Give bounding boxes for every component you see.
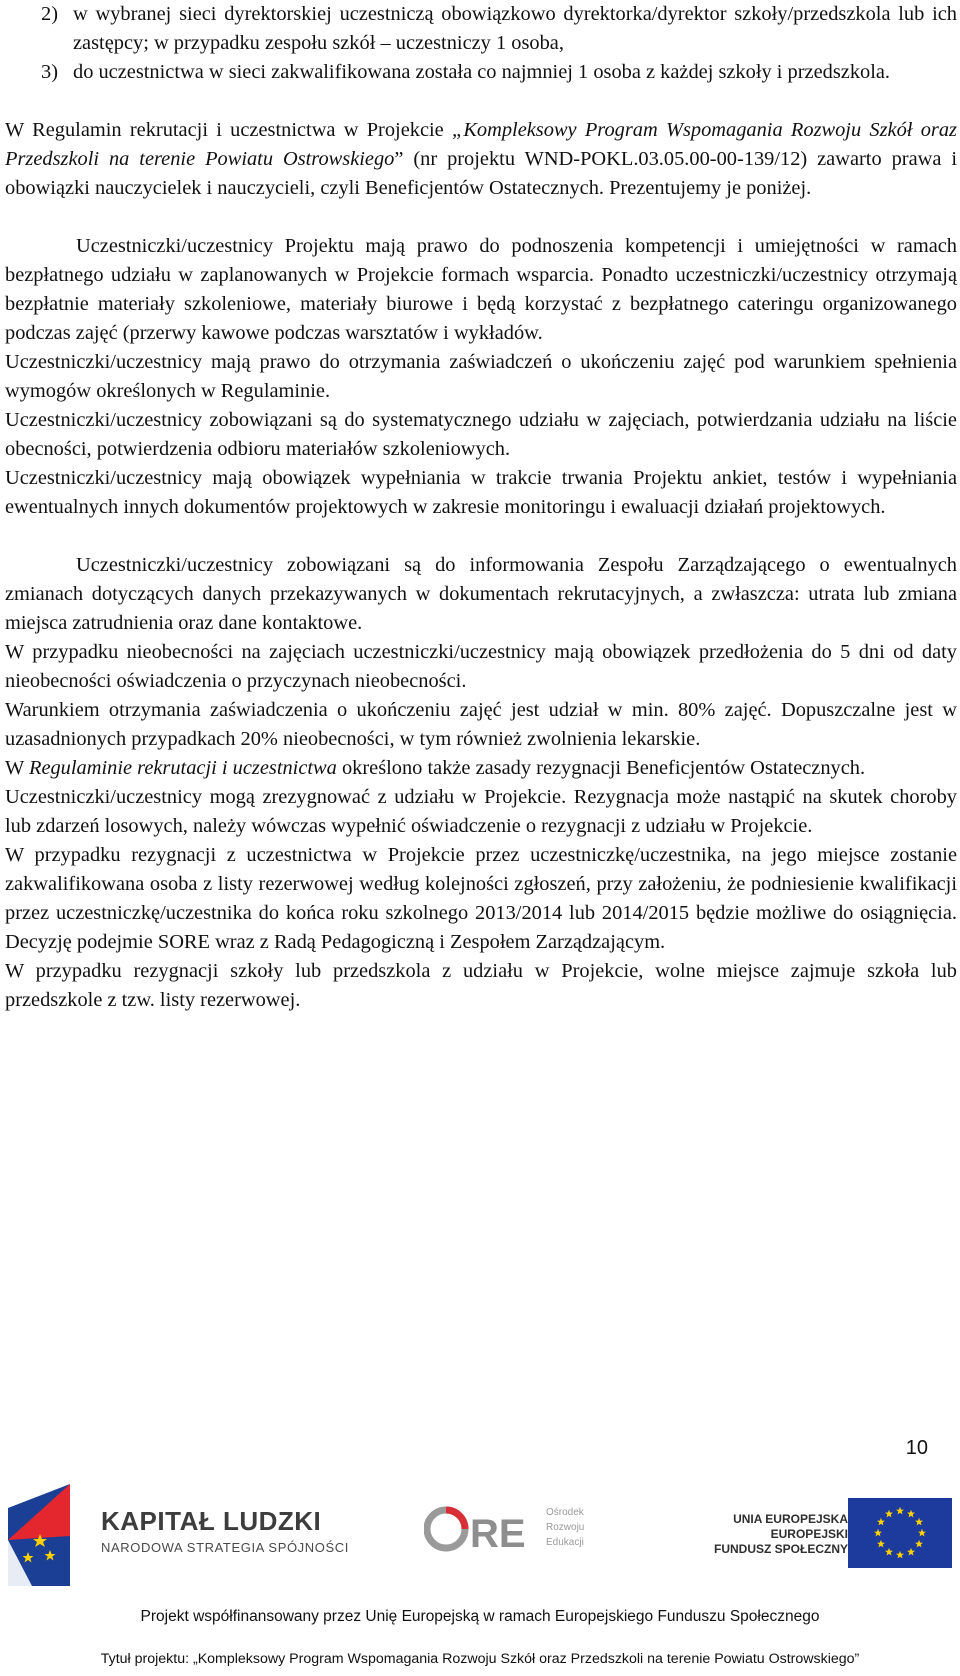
resign-paragraph: W przypadku rezygnacji z uczestnictwa w Projekcie przez uczestniczkę/uczestnika, na jego miejsce zostanie zakwalifikowana osoba z listy rezerwowej według kolejności zgłoszeń, przy założeniu, że podniesienie kwalifikacji przez uczestniczkę/uczestnika do końca roku szkolnego 2013/2014 lub 2014/2015 będzie możliwe do osiągnięcia. Decyzję podejmie SORE wraz z Radą Pedagogiczną i Zespołem Zarządzającym. (5, 844, 957, 953)
paragraph-gap (5, 87, 957, 116)
ore-subtitle-line: Rozwoju (546, 1522, 585, 1533)
resign-intro-paragraph (5, 754, 957, 783)
paragraph-gap (5, 522, 957, 551)
rights-paragraph: Uczestniczki/uczestnicy Projektu mają prawo do podnoszenia kompetencji i umiejętności w ramach bezpłatnego udziału w zaplanowanych w Projekcie formach wsparcia. Ponadto uczestniczki/uczestnicy otrzymają bezpłatnie materiały szkoleniowe, materiały biurowe i będą korzystać z bezpłatnego cateringu organizowanego podczas zajęć (przerwy kawowe podczas warsztatów i wykładów. (5, 235, 957, 344)
svg-text:RE: RE (470, 1512, 526, 1556)
kapital-ludzki-title: KAPITAŁ LUDZKI (101, 1506, 322, 1536)
list-text: w wybranej sieci dyrektorskiej uczestniczą obowiązkowo dyrektorka/dyrektor szkoły/przedszkola lub ich zastępcy; w przypadku zespołu szkół – uczestniczy 1 osoba, (73, 3, 957, 54)
list-text: do uczestnictwa w sieci zakwalifikowana została co najmniej 1 osoba z każdej szkoły i przedszkola. (73, 61, 891, 83)
page-number: 10 (905, 1437, 928, 1459)
ore-logo-icon (424, 1502, 534, 1556)
eu-text-line: EUROPEJSKI (770, 1527, 848, 1541)
resign-intro-text-end: określono także zasady rezygnacji Beneficjentów Ostatecznych. (336, 757, 866, 779)
footer-project-title: Tytuł projektu: „Kompleksowy Program Wspomagania Rozwoju Szkół oraz Przedszkoli na terenie Powiatu Ostrowskiego” (100, 1651, 860, 1667)
rights-paragraph: Uczestniczki/uczestnicy mają obowiązek wypełniania w trakcie trwania Projektu ankiet, testów i wypełniania ewentualnych innych dokumentów projektowych w zakresie monitoringu i ewaluacji działań projektowych. (5, 467, 957, 518)
intro-text-end: ” (nr projektu WND-POKL.03.05.00-00-139/12) zawarto prawa i obowiązki nauczycielek i nauczycieli, czyli Beneficjentów Ostatecznych. Prezentujemy je poniżej. (5, 148, 957, 199)
list-item (5, 0, 957, 58)
list-item (5, 58, 957, 87)
eu-text-line: UNIA EUROPEJSKA (733, 1512, 848, 1526)
resign-paragraph: W przypadku rezygnacji szkoły lub przedszkola z udziału w Projekcie, wolne miejsce zajmuje szkoła lub przedszkole z tzw. listy rezerwowej. (5, 960, 957, 1011)
list-number: 2) (41, 3, 58, 25)
duties-paragraph: W przypadku nieobecności na zajęciach uczestniczki/uczestnicy mają obowiązek przedłożenia do 5 dni od daty nieobecności oświadczenia o przyczynach nieobecności. (5, 641, 957, 692)
eu-text (688, 1512, 848, 1557)
resign-paragraph: Uczestniczki/uczestnicy mogą zrezygnować z udziału w Projekcie. Rezygnacja może nastąpić na skutek choroby lub zdarzeń losowych, należy wówczas wypełnić oświadczenie o rezygnacji z udziału w Projekcie. (5, 786, 957, 837)
list-number: 3) (41, 61, 58, 83)
rights-paragraph: Uczestniczki/uczestnicy mają prawo do otrzymania zaświadczeń o ukończeniu zajęć pod warunkiem spełnienia wymogów określonych w Regulaminie. (5, 351, 957, 402)
intro-text: W Regulamin rekrutacji i uczestnictwa w Projekcie (5, 119, 452, 141)
footer-cofinancing: Projekt współfinansowany przez Unię Europejską w ramach Europejskiego Funduszu Społecznego (140, 1608, 820, 1625)
project-title-italic: „Kompleksowy Program Wspomagania Rozwoju Szkół oraz Przedszkoli na terenie Powiatu Ostrowskiego (5, 119, 957, 170)
duties-paragraph: Uczestniczki/uczestnicy zobowiązani są do informowania Zespołu Zarządzającego o ewentualnych zmianach dotyczących danych przekazywanych w dokumentach rekrutacyjnych, a zwłaszcza: utrata lub zmiana miejsca zatrudnienia oraz dane kontaktowe. (5, 554, 957, 634)
eu-text-line: FUNDUSZ SPOŁECZNY (713, 1542, 848, 1556)
ore-subtitle (546, 1505, 584, 1550)
logo-bar (0, 1470, 960, 1590)
document-body (5, 0, 957, 1015)
eu-flag-icon (848, 1498, 952, 1568)
kapital-ludzki-subtitle: NARODOWA STRATEGIA SPÓJNOŚCI (101, 1540, 349, 1555)
duties-paragraph: Warunkiem otrzymania zaświadczenia o ukończeniu zajęć jest udział w min. 80% zajęć. Dopuszczalne jest w uzasadnionych przypadkach 20% nieobecności, w tym również zwolnienia lekarskie. (5, 699, 957, 750)
resign-intro-text: W (5, 757, 29, 779)
regulation-title-italic: Regulaminie rekrutacji i uczestnictwa (28, 757, 337, 779)
kapital-ludzki-logo-icon (6, 1478, 72, 1591)
intro-paragraph (5, 116, 957, 203)
paragraph-gap (5, 203, 957, 232)
rights-paragraph: Uczestniczki/uczestnicy zobowiązani są do systematycznego udziału w zajęciach, potwierdzania udziału na liście obecności, potwierdzenia odbioru materiałów szkoleniowych. (5, 409, 957, 460)
ore-subtitle-line: Ośrodek (546, 1507, 584, 1518)
ore-subtitle-line: Edukacji (546, 1537, 584, 1548)
